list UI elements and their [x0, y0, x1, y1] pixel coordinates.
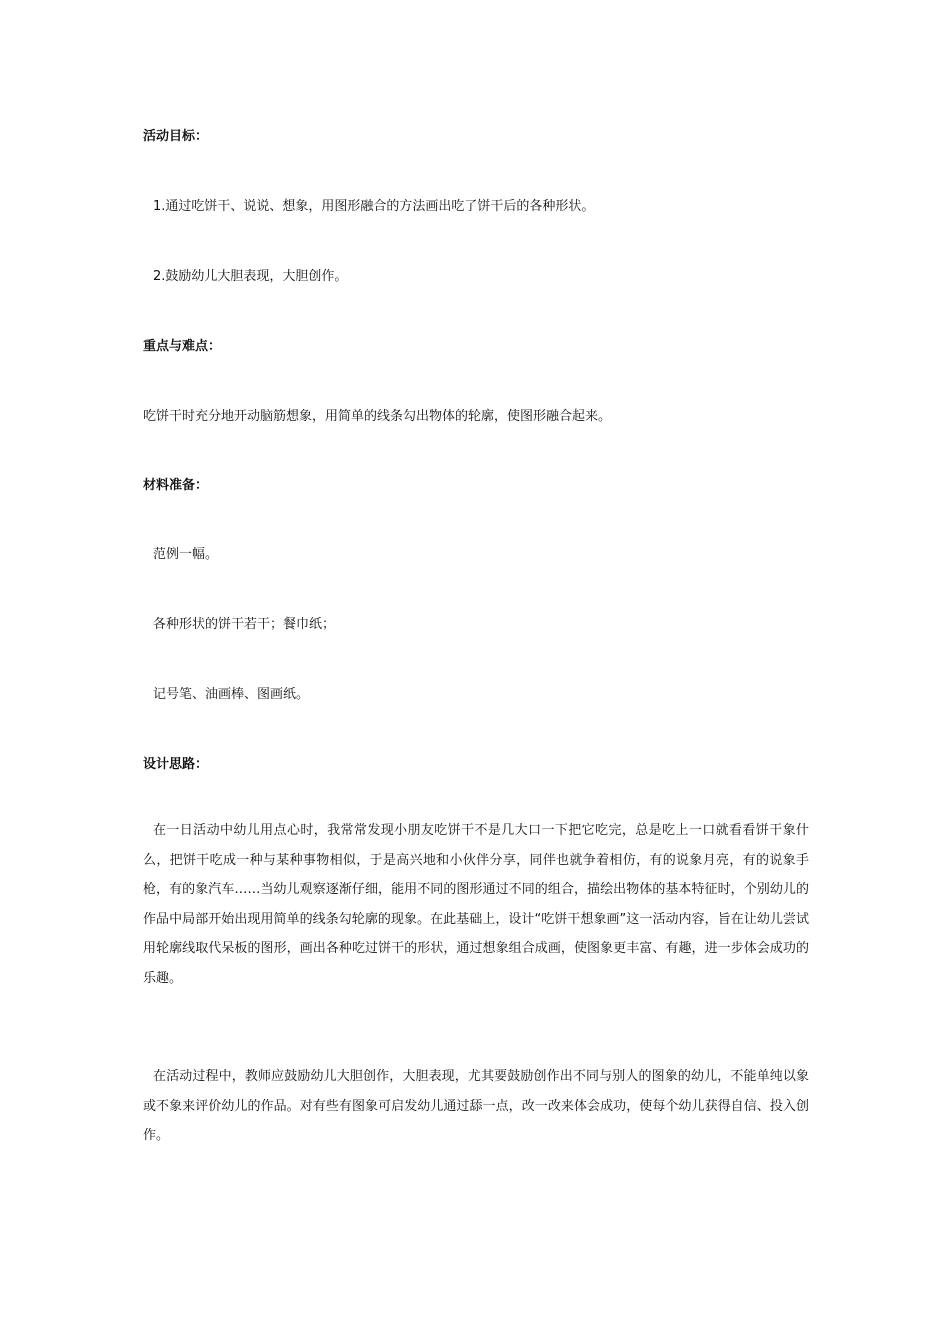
design-paragraph-2: 在活动过程中，教师应鼓励幼儿大胆创作，大胆表现，尤其要鼓励创作出不同与别人的图象的幼儿，不能单纯以象或不象来评价幼儿的作品。对有些有图象可启发幼儿通过舔一点，改一改来体会成功，使每个幼儿获得自信、投入创作。: [143, 1069, 809, 1143]
goal-item-1: 1.通过吃饼干、说说、想象，用图形融合的方法画出吃了饼干后的各种形状。: [153, 199, 595, 214]
key-points-heading: 重点与难点：: [143, 339, 222, 354]
design-paragraph-1: 在一日活动中幼儿用点心时，我常常发现小朋友吃饼干不是几大口一下把它吃完，总是吃上一口就看看饼干象什么，把饼干吃成一种与某种事物相似，于是高兴地和小伙伴分享，同伴也就争着相仿，有的说象月亮，有的说象手枪，有的象汽车……当幼儿观察逐渐仔细，能用不同的图形通过不同的组合，描绘出物体的基本特征时，个别幼儿的作品中局部开始出现用简单的线条勾轮廓的现象。在此基础上，设计“吃饼干想象画”这一活动内容，旨在让幼儿尝试用轮廓线取代呆板的图形，画出各种吃过饼干的形状，通过想象组合成画，使图象更丰富、有趣，进一步体会成功的乐趣。: [143, 823, 809, 986]
materials-heading: 材料准备：: [143, 478, 209, 493]
design-heading: 设计思路：: [143, 757, 209, 772]
key-points-text: 吃饼干时充分地开动脑筋想象，用简单的线条勾出物体的轮廓，使图形融合起来。: [143, 409, 612, 424]
goals-heading: 活动目标：: [143, 129, 209, 144]
material-item-1: 范例一幅。: [153, 547, 219, 562]
material-item-3: 记号笔、油画棒、图画纸。: [153, 687, 310, 702]
material-item-2: 各种形状的饼干若干；餐巾纸；: [153, 617, 336, 632]
goal-item-2: 2.鼓励幼儿大胆表现，大胆创作。: [153, 269, 348, 284]
